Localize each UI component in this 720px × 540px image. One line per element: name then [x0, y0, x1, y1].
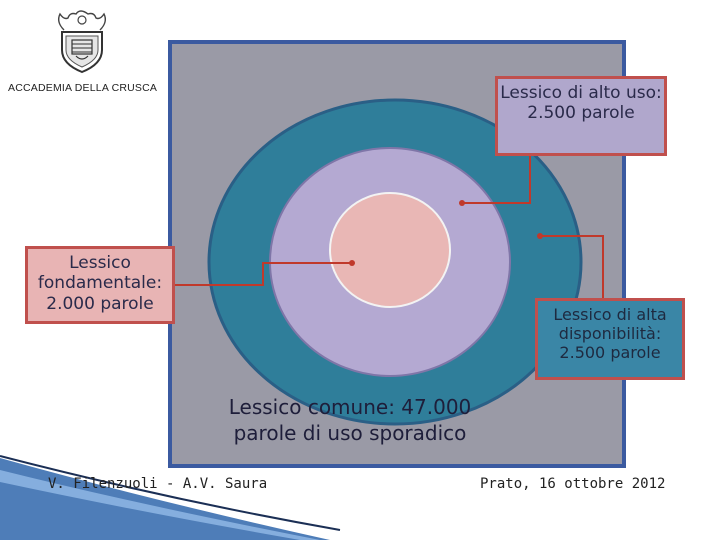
- core-fundamental: [330, 193, 450, 307]
- label-common-lexicon: Lessico comune: 47.000 parole di uso sporadico: [228, 395, 472, 445]
- footer-authors: V. Filenzuoli - A.V. Saura: [48, 476, 268, 492]
- label-high-use: Lessico di alto uso: 2.500 parole: [495, 76, 667, 156]
- connector-high-use-dot: [459, 200, 465, 206]
- connector-high-availability-dot: [537, 233, 543, 239]
- label-fundamental: Lessico fondamentale: 2.000 parole: [25, 246, 175, 324]
- connector-fundamental-dot: [349, 260, 355, 266]
- decorative-swoosh: [0, 458, 330, 540]
- label-high-availability: Lessico di alta disponibilità: 2.500 parole: [535, 298, 685, 380]
- footer-place-date: Prato, 16 ottobre 2012: [480, 476, 666, 492]
- organization-name: ACCADEMIA DELLA CRUSCA: [8, 82, 158, 94]
